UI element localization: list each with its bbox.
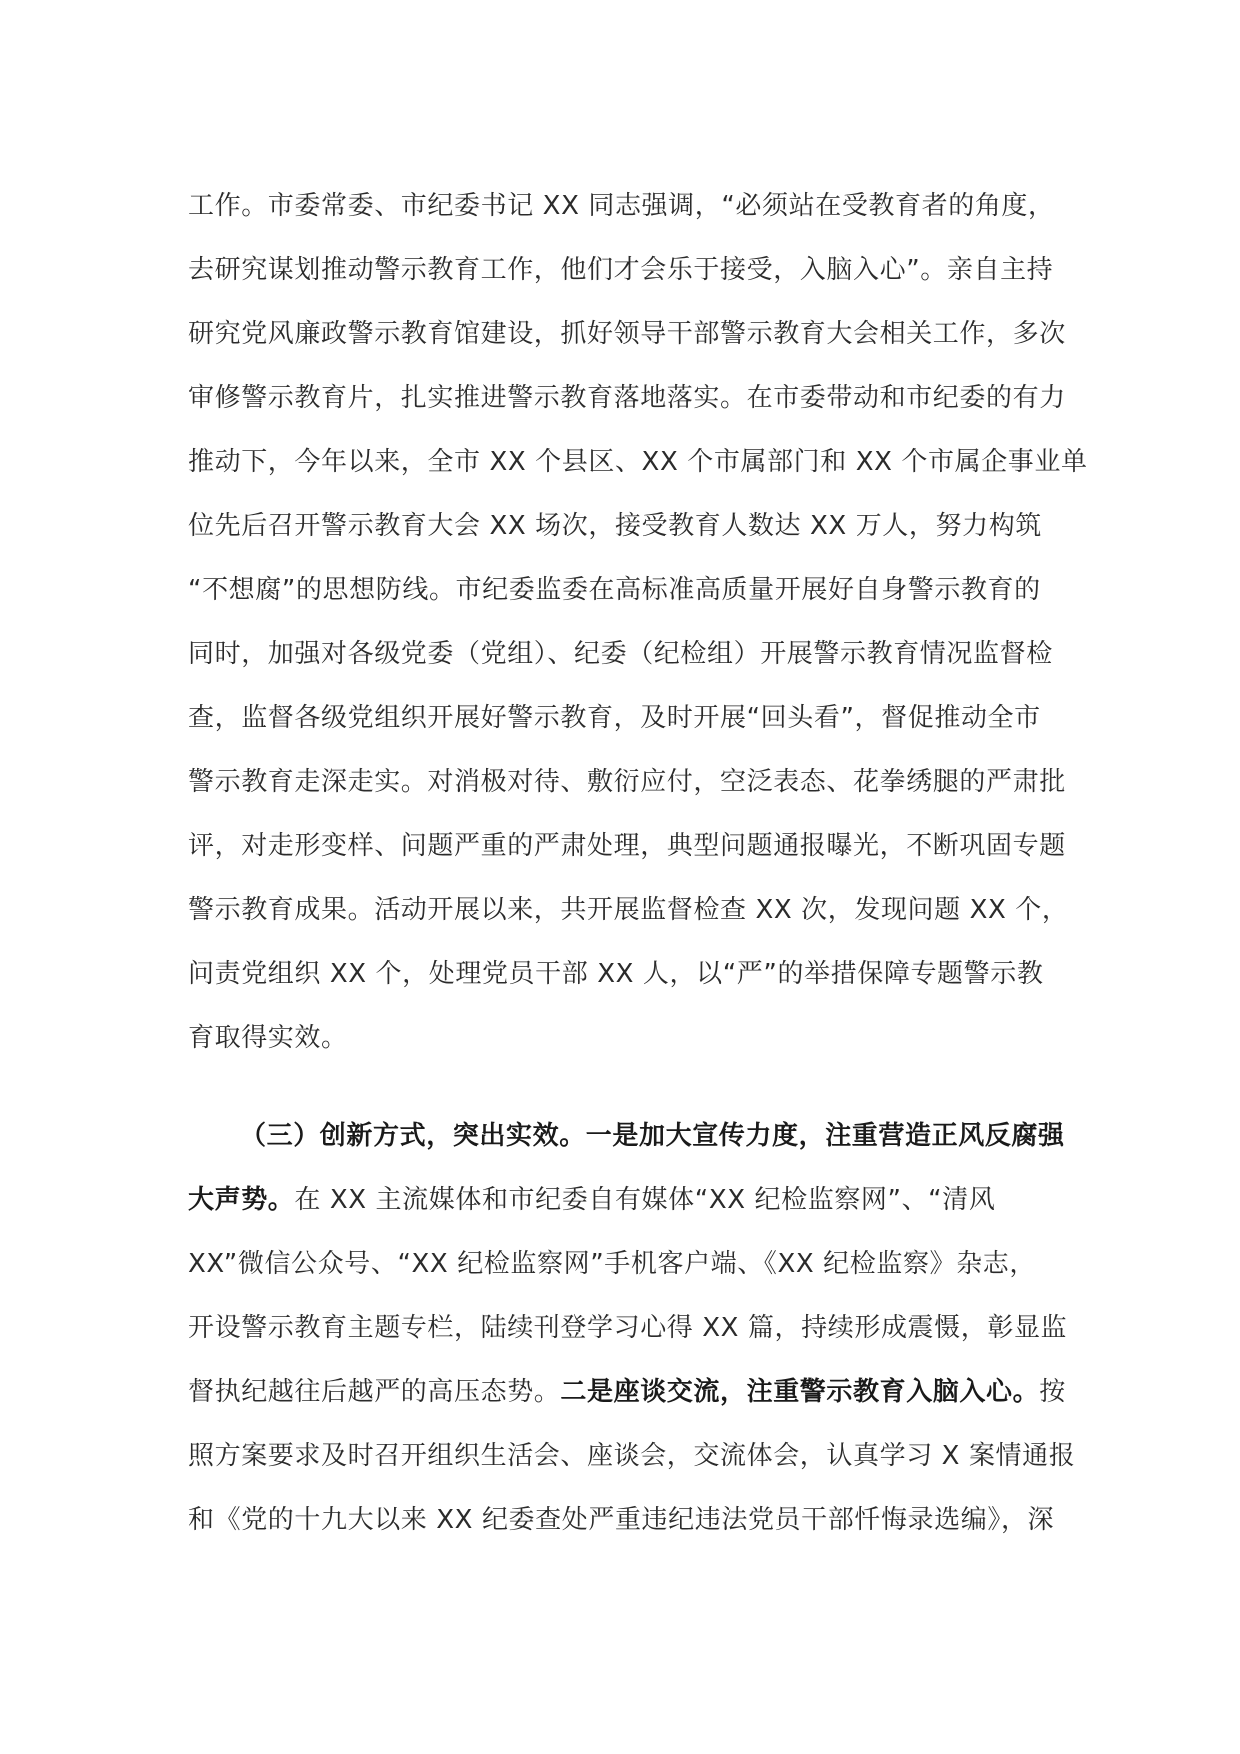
text-line: 同时，加强对各级党委（党组）、纪委（纪检组）开展警示教育情况监督检 (188, 639, 1053, 669)
text-line (188, 1168, 1068, 1232)
text-line: 育取得实效。 (188, 1023, 348, 1053)
paragraph-2 (188, 1104, 1076, 1552)
text-line: 位先后召开警示教育大会 XX 场次，接受教育人数达 XX 万人，努力构筑 (188, 511, 1042, 541)
subheading-2: 二是座谈交流，注重警示教育入脑入心。 (560, 1377, 1040, 1407)
text-line: 评，对走形变样、问题严重的严肃处理，典型问题通报曝光，不断巩固专题 (188, 831, 1066, 861)
text-line: 警示教育走深走实。对消极对待、敷衍应付，空泛表态、花拳绣腿的严肃批 (188, 767, 1066, 797)
text-line (188, 1104, 1068, 1168)
text-line: 审修警示教育片，扎实推进警示教育落地落实。在市委带动和市纪委的有力 (188, 383, 1066, 413)
text-run: 在 XX 主流媒体和市纪委自有媒体“XX 纪检监察网”、“清风 (294, 1185, 996, 1215)
text-line: “不想腐”的思想防线。市纪委监委在高标准高质量开展好自身警示教育的 (188, 575, 1041, 605)
text-line: 工作。市委常委、市纪委书记 XX 同志强调，“必须站在受教育者的角度， (188, 191, 1055, 221)
section-heading-end: 大声势。 (188, 1185, 295, 1215)
text-line: 照方案要求及时召开组织生活会、座谈会，交流体会，认真学习 X 案情通报 (188, 1441, 1076, 1471)
paragraph-spacer (188, 1070, 1068, 1104)
text-line: XX”微信公众号、“XX 纪检监察网”手机客户端、《XX 纪检监察》杂志， (188, 1249, 1036, 1279)
text-line: 推动下，今年以来，全市 XX 个县区、XX 个市属部门和 XX 个市属企事业单 (188, 447, 1088, 477)
text-run: 按 (1039, 1377, 1066, 1407)
paragraph-1 (188, 174, 1088, 1070)
text-run: 督执纪越往后越严的高压态势。 (188, 1377, 561, 1407)
document-body (188, 174, 1088, 1552)
text-line: 查，监督各级党组织开展好警示教育，及时开展“回头看”，督促推动全市 (188, 703, 1041, 733)
text-line: 去研究谋划推动警示教育工作，他们才会乐于接受，入脑入心”。亲自主持 (188, 255, 1054, 285)
text-line: 开设警示教育主题专栏，陆续刊登学习心得 XX 篇，持续形成震慑，彰显监 (188, 1313, 1068, 1343)
text-line: 和《党的十九大以来 XX 纪委查处严重违纪违法党员干部忏悔录选编》，深 (188, 1505, 1055, 1535)
section-heading: （三）创新方式，突出实效。一是加大宣传力度，注重营造正风反腐强 (240, 1121, 1065, 1151)
text-line: 问责党组织 XX 个，处理党员干部 XX 人，以“严”的举措保障专题警示教 (188, 959, 1044, 989)
text-line (188, 1360, 1068, 1424)
text-line: 研究党风廉政警示教育馆建设，抓好领导干部警示教育大会相关工作，多次 (188, 319, 1066, 349)
text-line: 警示教育成果。活动开展以来，共开展监督检查 XX 次，发现问题 XX 个， (188, 895, 1069, 925)
